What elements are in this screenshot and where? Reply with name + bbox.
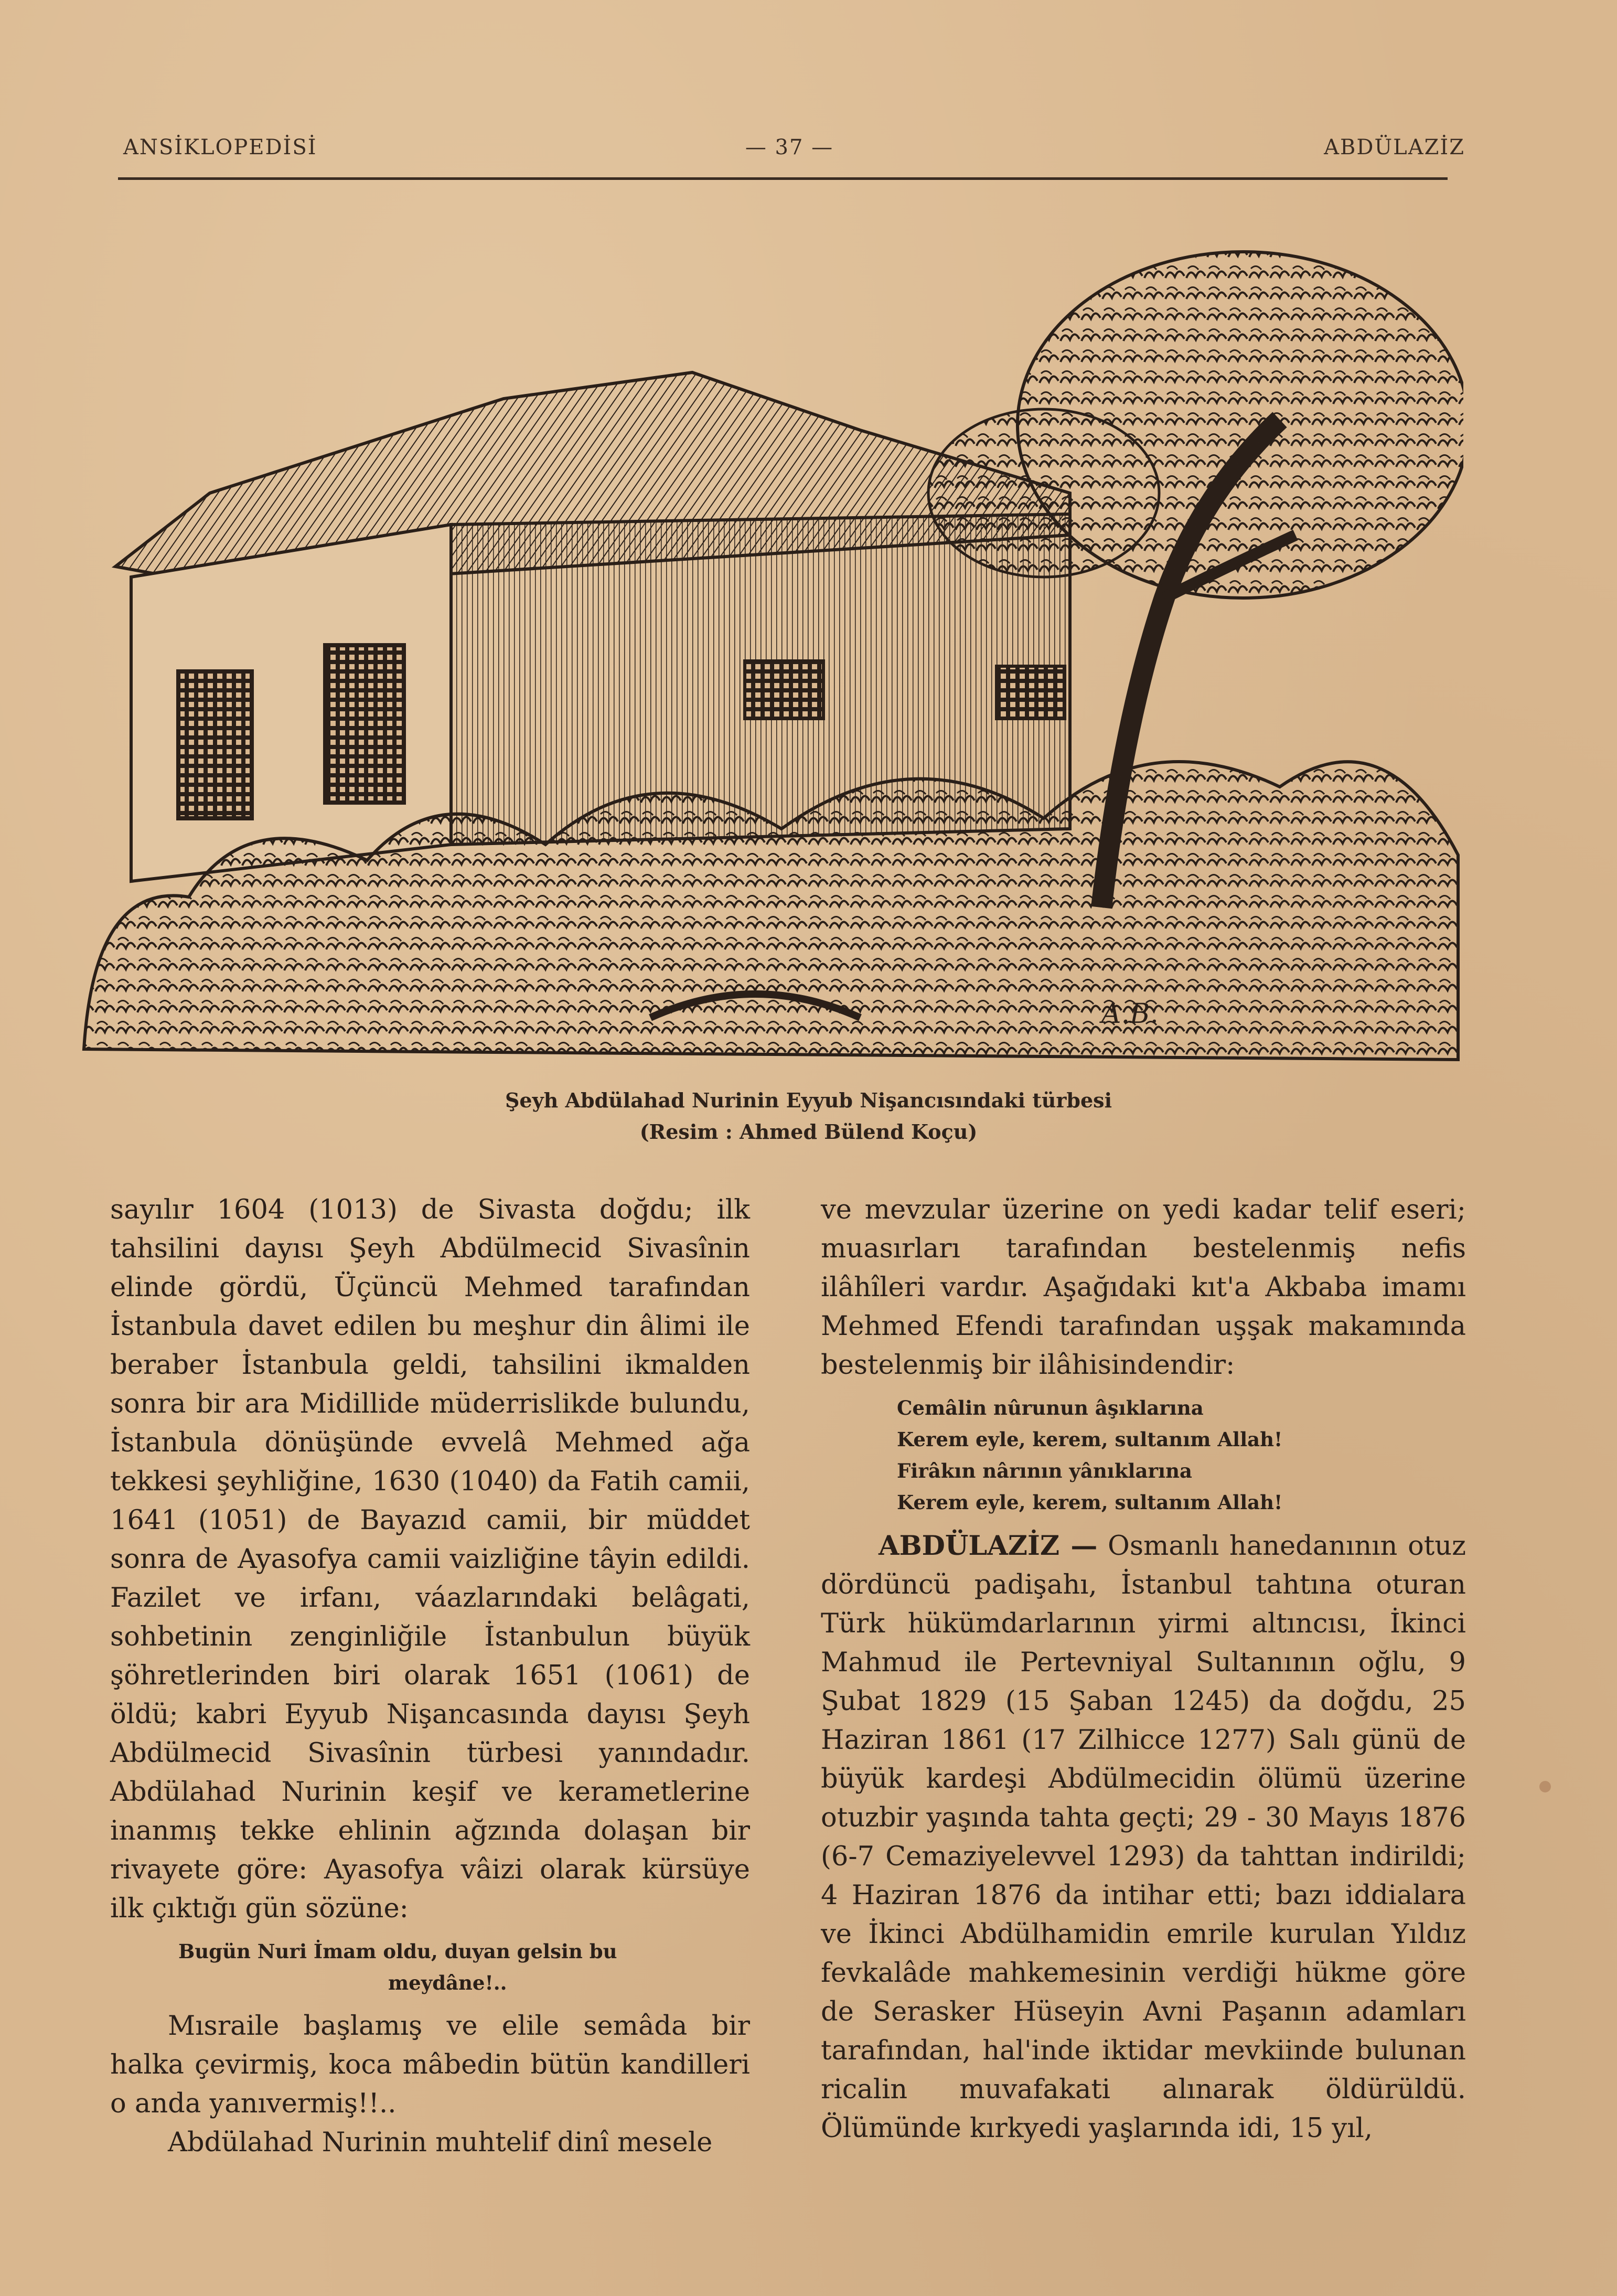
paragraph: sayılır 1604 (1013) de Sivasta doğdu; ilk tahsilini dayısı Şeyh Abdülmecid Sivasînin elinde gördü, Üçüncü Mehmed tarafından İstanbula davet edilen bu meşhur din âlimi ile beraber İstanbula geldi, tahsilini ikmalden sonra bir ara Midillide müderrislikde bulundu, İstanbula dönüşünde evvelâ Mehmed ağa tekkesi şeyhliğine, 1630 (1040) da Fatih camii, 1641 (1051) de Bayazıd camii, bir müddet sonra de Ayasofya camii vaizliğine tâyin edildi. Fazilet ve irfanı, váazlarındaki belâgati, sohbetinin zenginliğile İstanbulun büyük şöhretlerinden biri olarak 1651 (1061) de öldü; kabri Eyyub Nişancasında dayısı Şeyh Abdülmecid Sivasînin türbesi yanındadır. Abdülahad Nurinin keşif ve kerametlerine inanmış tekke ehlinin ağzında dolaşan bir rivayete göre: Ayasofya vâizi olarak kürsüye ilk çıktığı gün sözüne: (110, 1194, 750, 1924)
verse-line: Firâkın nârının yânıklarına (897, 1459, 1192, 1482)
entry-text: Osmanlı hanedanının otuz dördüncü padişahı, İstanbul tahtına oturan Türk hükümdarlarının yirmi altıncısı, İkinci Mahmud ile Pertevniyal Sultanının oğlu, 9 Şubat 1829 (15 Şaban 1245) da doğdu, 25 Haziran 1861 (17 Zilhicce 1277) Salı günü de büyük kardeşi Abdülmecidin ölümü üzerine otuzbir yaşında tahta geçti; 29 - 30 Mayıs 1876 (6-7 Cemaziyelevvel 1293) da tahttan indirildi; 4 Haziran 1876 da intihar etti; bazı iddialara ve İkinci Abdülhamidin emrile kurulan Yıldız fevkalâde mahkemesinin verdiği hükme göre de Serasker Hüseyin Avni Paşanın adamları tarafından, hal'inde iktidar mevkiinde bulunan ricalin muvafakati alınarak öldürüldü. Ölümünde kırkyedi yaşlarında idi, 15 yıl, (821, 1531, 1466, 2144)
verse-line: Kerem eyle, kerem, sultanım Allah! (897, 1491, 1283, 1514)
verse-line: Bugün Nuri İmam oldu, duyan gelsin bu (178, 1940, 617, 1963)
window-right (325, 645, 404, 803)
verse-line: Cemâlin nûrunun âşıklarına (897, 1396, 1204, 1419)
verse-line: meydâne!.. (388, 1971, 507, 1994)
window-left (178, 671, 252, 818)
running-header-right: ABDÜLAZİZ (1324, 135, 1465, 159)
verse-line: Kerem eyle, kerem, sultanım Allah! (897, 1428, 1283, 1451)
running-header-left: ANSİKLOPEDİSİ (123, 135, 317, 159)
paragraph: ve mevzular üzerine on yedi kadar telif eseri; muasırları tarafından bestelenmiş nefis ilâhîleri vardır. Aşağıdaki kıt'a Akbaba imamı Mehmed Efendi tarafından uşşak makamında bestelenmiş bir ilâhisindendir: (821, 1194, 1466, 1381)
hymn-verse (821, 1392, 1466, 1518)
page-number: — 37 — (745, 135, 834, 159)
entry-heading: ABDÜLAZİZ — (879, 1530, 1098, 1562)
paper-spot (1539, 1781, 1551, 1792)
tomb-illustration (73, 199, 1463, 1065)
paragraph: Abdülahad Nurinin muhtelif dinî mesele (168, 2127, 713, 2158)
right-column (821, 1191, 1466, 2148)
figure-caption: Şeyh Abdülahad Nurinin Eyyub Nişancısındaki türbesi (505, 1088, 1112, 1112)
window-side-2 (997, 666, 1065, 719)
entry-paragraph (821, 1526, 1466, 2148)
left-column (110, 1191, 750, 2162)
figure-credit: (Resim : Ahmed Bülend Koçu) (639, 1120, 978, 1144)
verse-quote (110, 1936, 750, 1999)
window-side-1 (745, 661, 823, 719)
header-rule (118, 177, 1448, 180)
paragraph: Mısraile başlamış ve elile semâda bir halka çevirmiş, koca mâbedin bütün kandilleri o anda yanıvermiş!!.. (110, 2011, 750, 2119)
artist-signature: A.B. (1101, 998, 1159, 1030)
